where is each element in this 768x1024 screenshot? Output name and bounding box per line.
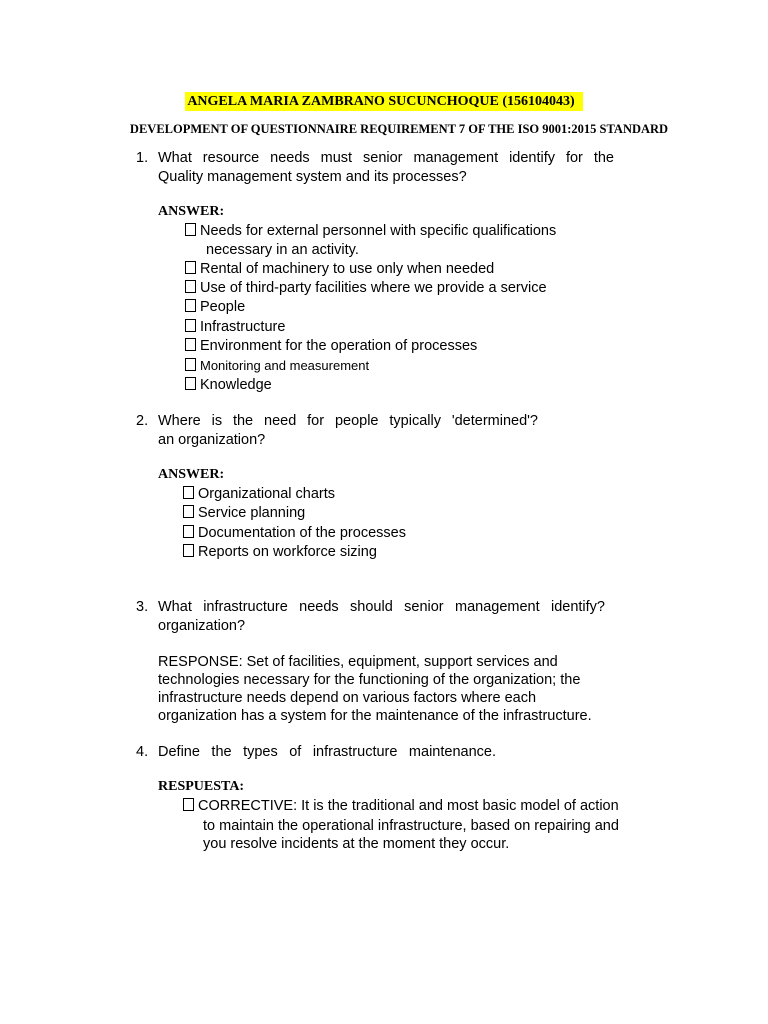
list-item: Rental of machinery to use only when needed [185,260,494,279]
checkbox-glyph-icon [185,223,196,236]
list-item: Service planning [183,504,305,523]
list-item: Use of third-party facilities where we provide a service [185,279,547,298]
question-number: 1. [136,150,149,166]
question-text-line: organization? [158,618,246,634]
checkbox-glyph-icon [185,358,196,371]
response-line: RESPONSE: Set of facilities, equipment, support services and [158,654,558,670]
list-item: Needs for external personnel with specific qualifications [185,222,556,241]
list-item: CORRECTIVE: It is the traditional and most basic model of action [183,797,619,816]
response-line: organization has a system for the maintenance of the infrastructure. [158,708,592,724]
question-text-line: an organization? [158,432,266,448]
list-item-continuation: necessary in an activity. [206,242,359,258]
response-line: infrastructure needs depend on various factors where each [158,690,537,706]
checkbox-glyph-icon [185,338,196,351]
question-text-line: Where is the need for people typically 'determined'? [158,413,538,429]
checkbox-glyph-icon [183,486,194,499]
question-text-line: What resource needs must senior management identify for the [158,150,614,166]
checkbox-glyph-icon [183,505,194,518]
list-item: Infrastructure [185,318,285,337]
question-3 [136,598,605,636]
question-number: 2. [136,413,149,429]
checkbox-glyph-icon [185,319,196,332]
answer-label: ANSWER: [158,467,225,482]
checkbox-glyph-icon [185,280,196,293]
list-item: Monitoring and measurement [185,356,369,375]
question-2 [136,412,538,450]
checkbox-glyph-icon [183,525,194,538]
response-line: technologies necessary for the functioning of the organization; the [158,672,581,688]
question-4 [136,743,496,762]
list-item: Reports on workforce sizing [183,543,377,562]
response-paragraph [158,653,618,725]
question-number: 4. [136,744,149,760]
author-name-highlight: ANGELA MARIA ZAMBRANO SUCUNCHOQUE (156104043) [185,92,582,111]
answer-label: RESPUESTA: [158,779,245,794]
answer-label: ANSWER: [158,204,225,219]
list-item: Documentation of the processes [183,524,406,543]
question-text-line: Quality management system and its processes? [158,169,467,185]
question-number: 3. [136,599,149,615]
question-text-line: What infrastructure needs should senior management identify? [158,599,605,615]
checkbox-glyph-icon [185,261,196,274]
document-subtitle: DEVELOPMENT OF QUESTIONNAIRE REQUIREMENT 7 OF THE ISO 9001:2015 STANDARD [129,122,669,136]
list-item: Organizational charts [183,485,335,504]
author-heading [0,94,768,110]
list-item: People [185,298,245,317]
checkbox-glyph-icon [183,798,194,811]
list-item: Knowledge [185,376,272,395]
list-item-continuation: you resolve incidents at the moment they occur. [203,836,510,852]
list-item-continuation: to maintain the operational infrastructure, based on repairing and [203,818,619,834]
question-text-line: Define the types of infrastructure maintenance. [158,744,496,760]
checkbox-glyph-icon [185,377,196,390]
list-item: Environment for the operation of processes [185,337,477,356]
question-1 [136,149,614,187]
checkbox-glyph-icon [183,544,194,557]
checkbox-glyph-icon [185,299,196,312]
